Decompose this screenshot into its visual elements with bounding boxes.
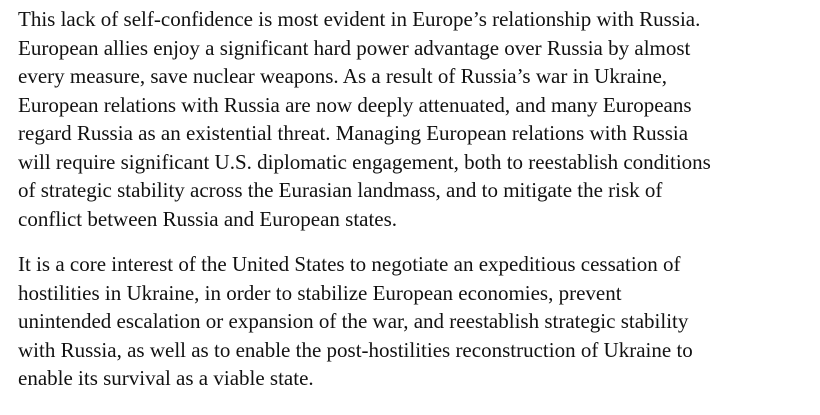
text-line: European allies enjoy a significant hard power advantage over Russia by almost bbox=[18, 35, 691, 60]
document-body bbox=[18, 5, 808, 393]
text-line: unintended escalation or expansion of the war, and reestablish strategic stability bbox=[18, 309, 689, 333]
text-line: This lack of self-confidence is most evident in Europe’s relationship with Russia. bbox=[18, 7, 701, 31]
text-line: European relations with Russia are now deeply attenuated, and many Europeans bbox=[18, 92, 692, 117]
text-line: of strategic stability across the Eurasian landmass, and to mitigate the risk of bbox=[18, 178, 663, 202]
paragraph-europe-russia-relationship bbox=[18, 5, 808, 233]
text-line: with Russia, as well as to enable the post-hostilities reconstruction of Ukraine to bbox=[18, 337, 693, 362]
text-line: regard Russia as an existential threat. Managing European relations with Russia bbox=[18, 121, 689, 145]
text-line: hostilities in Ukraine, in order to stabilize European economies, prevent bbox=[18, 280, 622, 305]
text-line: enable its survival as a viable state. bbox=[18, 366, 314, 390]
text-line: It is a core interest of the United States to negotiate an expeditious cessation of bbox=[18, 252, 681, 276]
text-line: every measure, save nuclear weapons. As a result of Russia’s war in Ukraine, bbox=[18, 64, 668, 88]
paragraph-ukraine-cessation bbox=[18, 250, 808, 393]
text-line: conflict between Russia and European states. bbox=[18, 206, 398, 231]
text-line: will require significant U.S. diplomatic engagement, both to reestablish conditions bbox=[18, 149, 711, 174]
